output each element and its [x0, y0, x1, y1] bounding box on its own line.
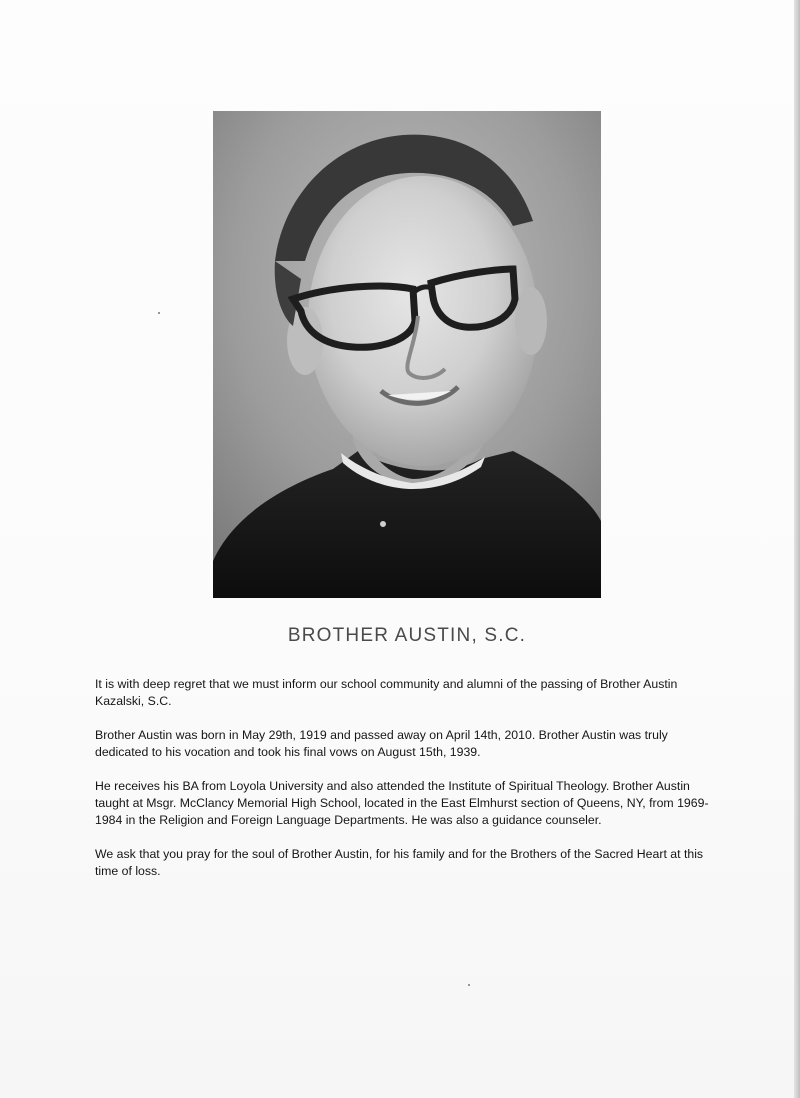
- obituary-text: [95, 676, 715, 897]
- scan-speck: [468, 984, 470, 986]
- scan-speck: [158, 312, 160, 314]
- paragraph-career: He receives his BA from Loyola University and also attended the Institute of Spiritual Theology. Brother Austin taught at Msgr. McClancy Memorial High School, located in the East Elmhurst section of Queens, NY, from 1969-1984 in the Religion and Foreign Language Departments. He was also a guidance counseler.: [95, 779, 709, 827]
- paragraph-announcement: It is with deep regret that we must inform our school community and alumni of the passing of Brother Austin Kazalski, S.C.: [95, 677, 678, 708]
- paragraph-dates: Brother Austin was born in May 29th, 1919 and passed away on April 14th, 2010. Brother Austin was truly dedicated to his vocation and took his final vows on August 15th, 1939.: [95, 728, 668, 759]
- paragraph-prayer: We ask that you pray for the soul of Brother Austin, for his family and for the Brothers of the Sacred Heart at this time of loss.: [95, 847, 704, 878]
- portrait-caption: BROTHER AUSTIN, S.C.: [287, 625, 527, 646]
- portrait-photo: [213, 111, 601, 598]
- scan-edge: [794, 0, 800, 1098]
